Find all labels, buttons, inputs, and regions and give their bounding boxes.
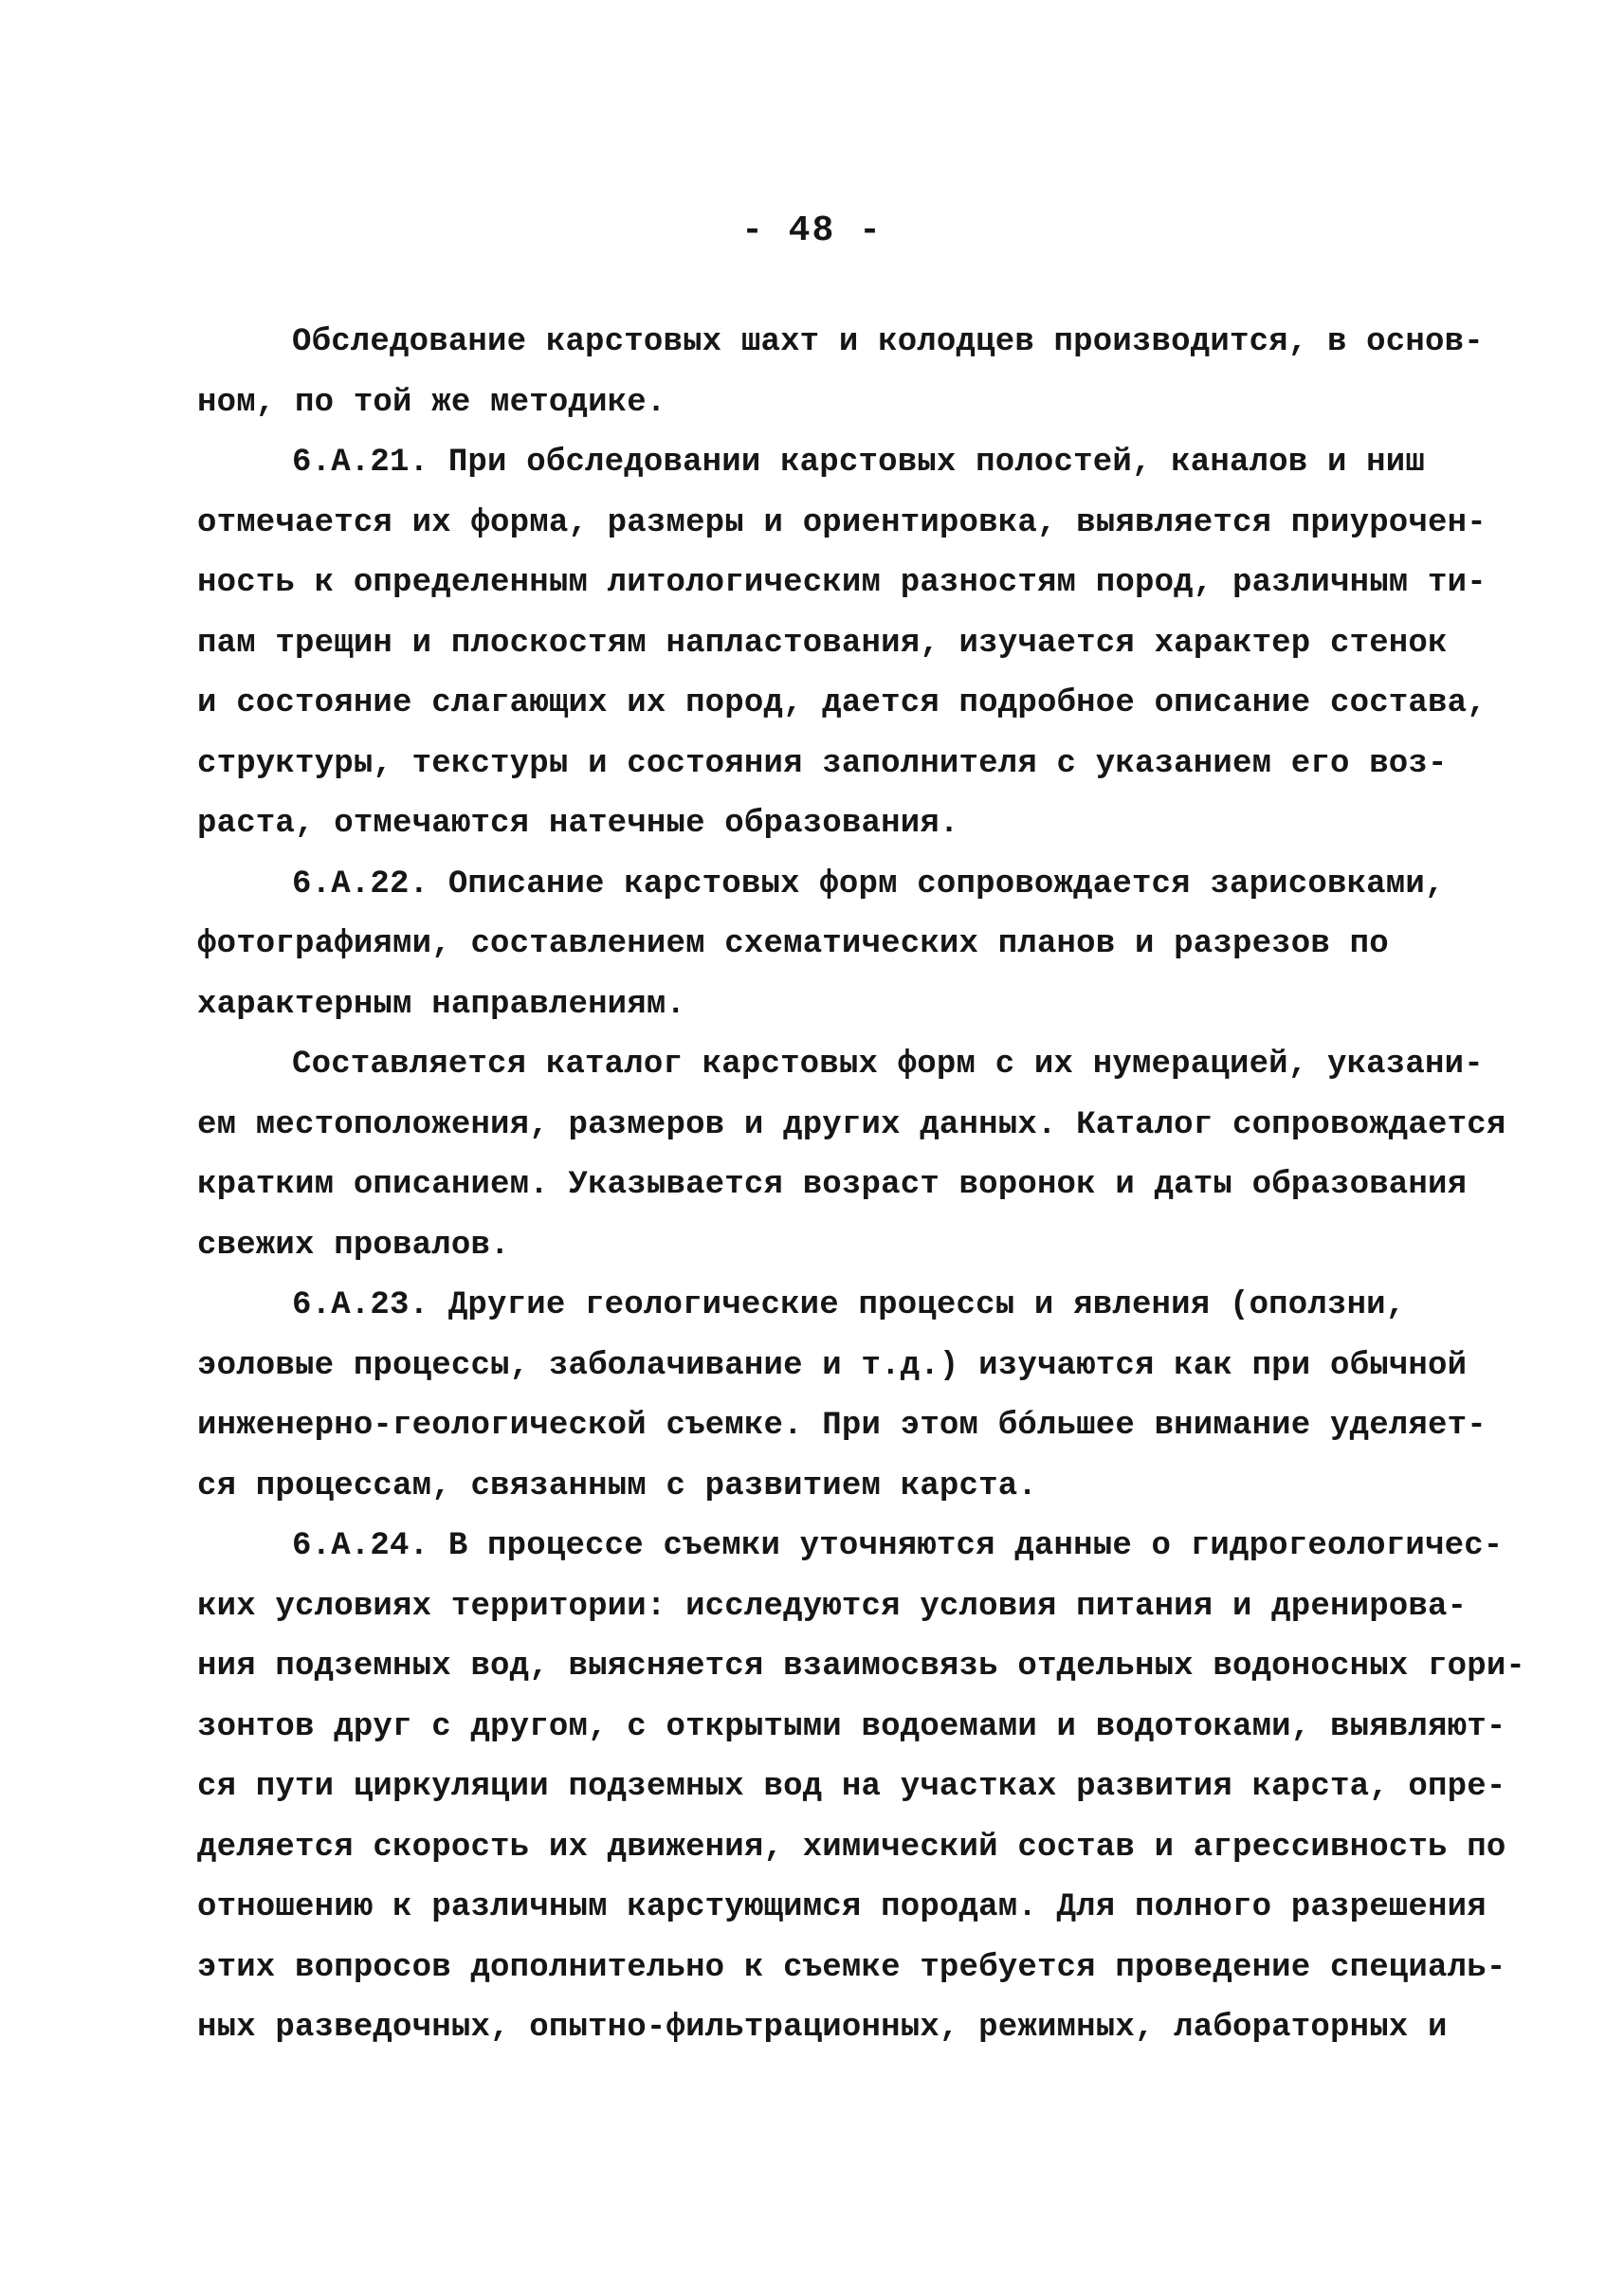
text-line: 6.А.23. Другие геологические процессы и явления (оползни, [292,1287,1406,1323]
page-number: - 48 - [741,210,883,251]
text-line: ких условиях территории: исследуются условия питания и дренирова- [197,1588,1468,1625]
text-line: этих вопросов дополнительно к съемке требуется проведение специаль- [197,1949,1506,1986]
text-line: Составляется каталог карстовых форм с их нумерацией, указани- [292,1047,1484,1083]
text-line: и состояние слагающих их пород, дается подробное описание состава, [197,685,1487,721]
text-line: 6.А.24. В процессе съемки уточняются данные о гидрогеологичес- [292,1528,1504,1564]
text-line: раста, отмечаются натечные образования. [197,806,959,842]
text-line: отношению к различным карстующимся породам. Для полного разрешения [197,1889,1487,1925]
text-line: характерным направлениям. [197,986,686,1023]
text-line: ем местоположения, размеров и других данных. Каталог сопровождается [197,1106,1506,1143]
text-line: ном, по той же методике. [197,384,666,421]
text-line: ность к определенным литологическим разностям пород, различным ти- [197,565,1487,601]
text-line: эоловые процессы, заболачивание и т.д.) изучаются как при обычной [197,1347,1468,1384]
paragraph [197,1276,1487,1517]
text-line: ных разведочных, опытно-фильтрационных, режимных, лабораторных и [197,2010,1448,2046]
document-body [197,313,1526,2059]
paragraph [197,313,1484,433]
text-line: отмечается их форма, размеры и ориентировка, выявляется приурочен- [197,504,1487,541]
text-line: структуры, текстуры и состояния заполнителя с указанием его воз- [197,745,1448,782]
paragraph [197,1035,1506,1276]
text-line: Обследование карстовых шахт и колодцев производится, в основ- [292,324,1484,360]
text-line: зонтов друг с другом, с открытыми водоемами и водотоками, выявляют- [197,1708,1506,1745]
text-line: кратким описанием. Указывается возраст воронок и даты образования [197,1167,1468,1203]
text-line: ся пути циркуляции подземных вод на участках развития карста, опре- [197,1769,1506,1805]
text-line: деляется скорость их движения, химический состав и агрессивность по [197,1829,1506,1866]
text-line: свежих провалов. [197,1227,510,1264]
text-line: ся процессам, связанным с развитием карста. [197,1467,1037,1504]
paragraph [197,855,1449,1036]
paragraph [197,1517,1526,2059]
text-line: инженерно-геологической съемке. При этом бóльшее внимание уделяет- [197,1408,1487,1444]
paragraph [197,433,1487,855]
text-line: ния подземных вод, выясняется взаимосвязь отдельных водоносных гори- [197,1649,1526,1685]
text-line: 6.А.22. Описание карстовых форм сопровождается зарисовками, [292,866,1445,902]
text-line: 6.А.21. При обследовании карстовых полостей, каналов и ниш [292,445,1425,481]
text-line: пам трещин и плоскостям напластования, изучается характер стенок [197,625,1448,662]
text-line: фотографиями, составлением схематических планов и разрезов по [197,926,1389,962]
